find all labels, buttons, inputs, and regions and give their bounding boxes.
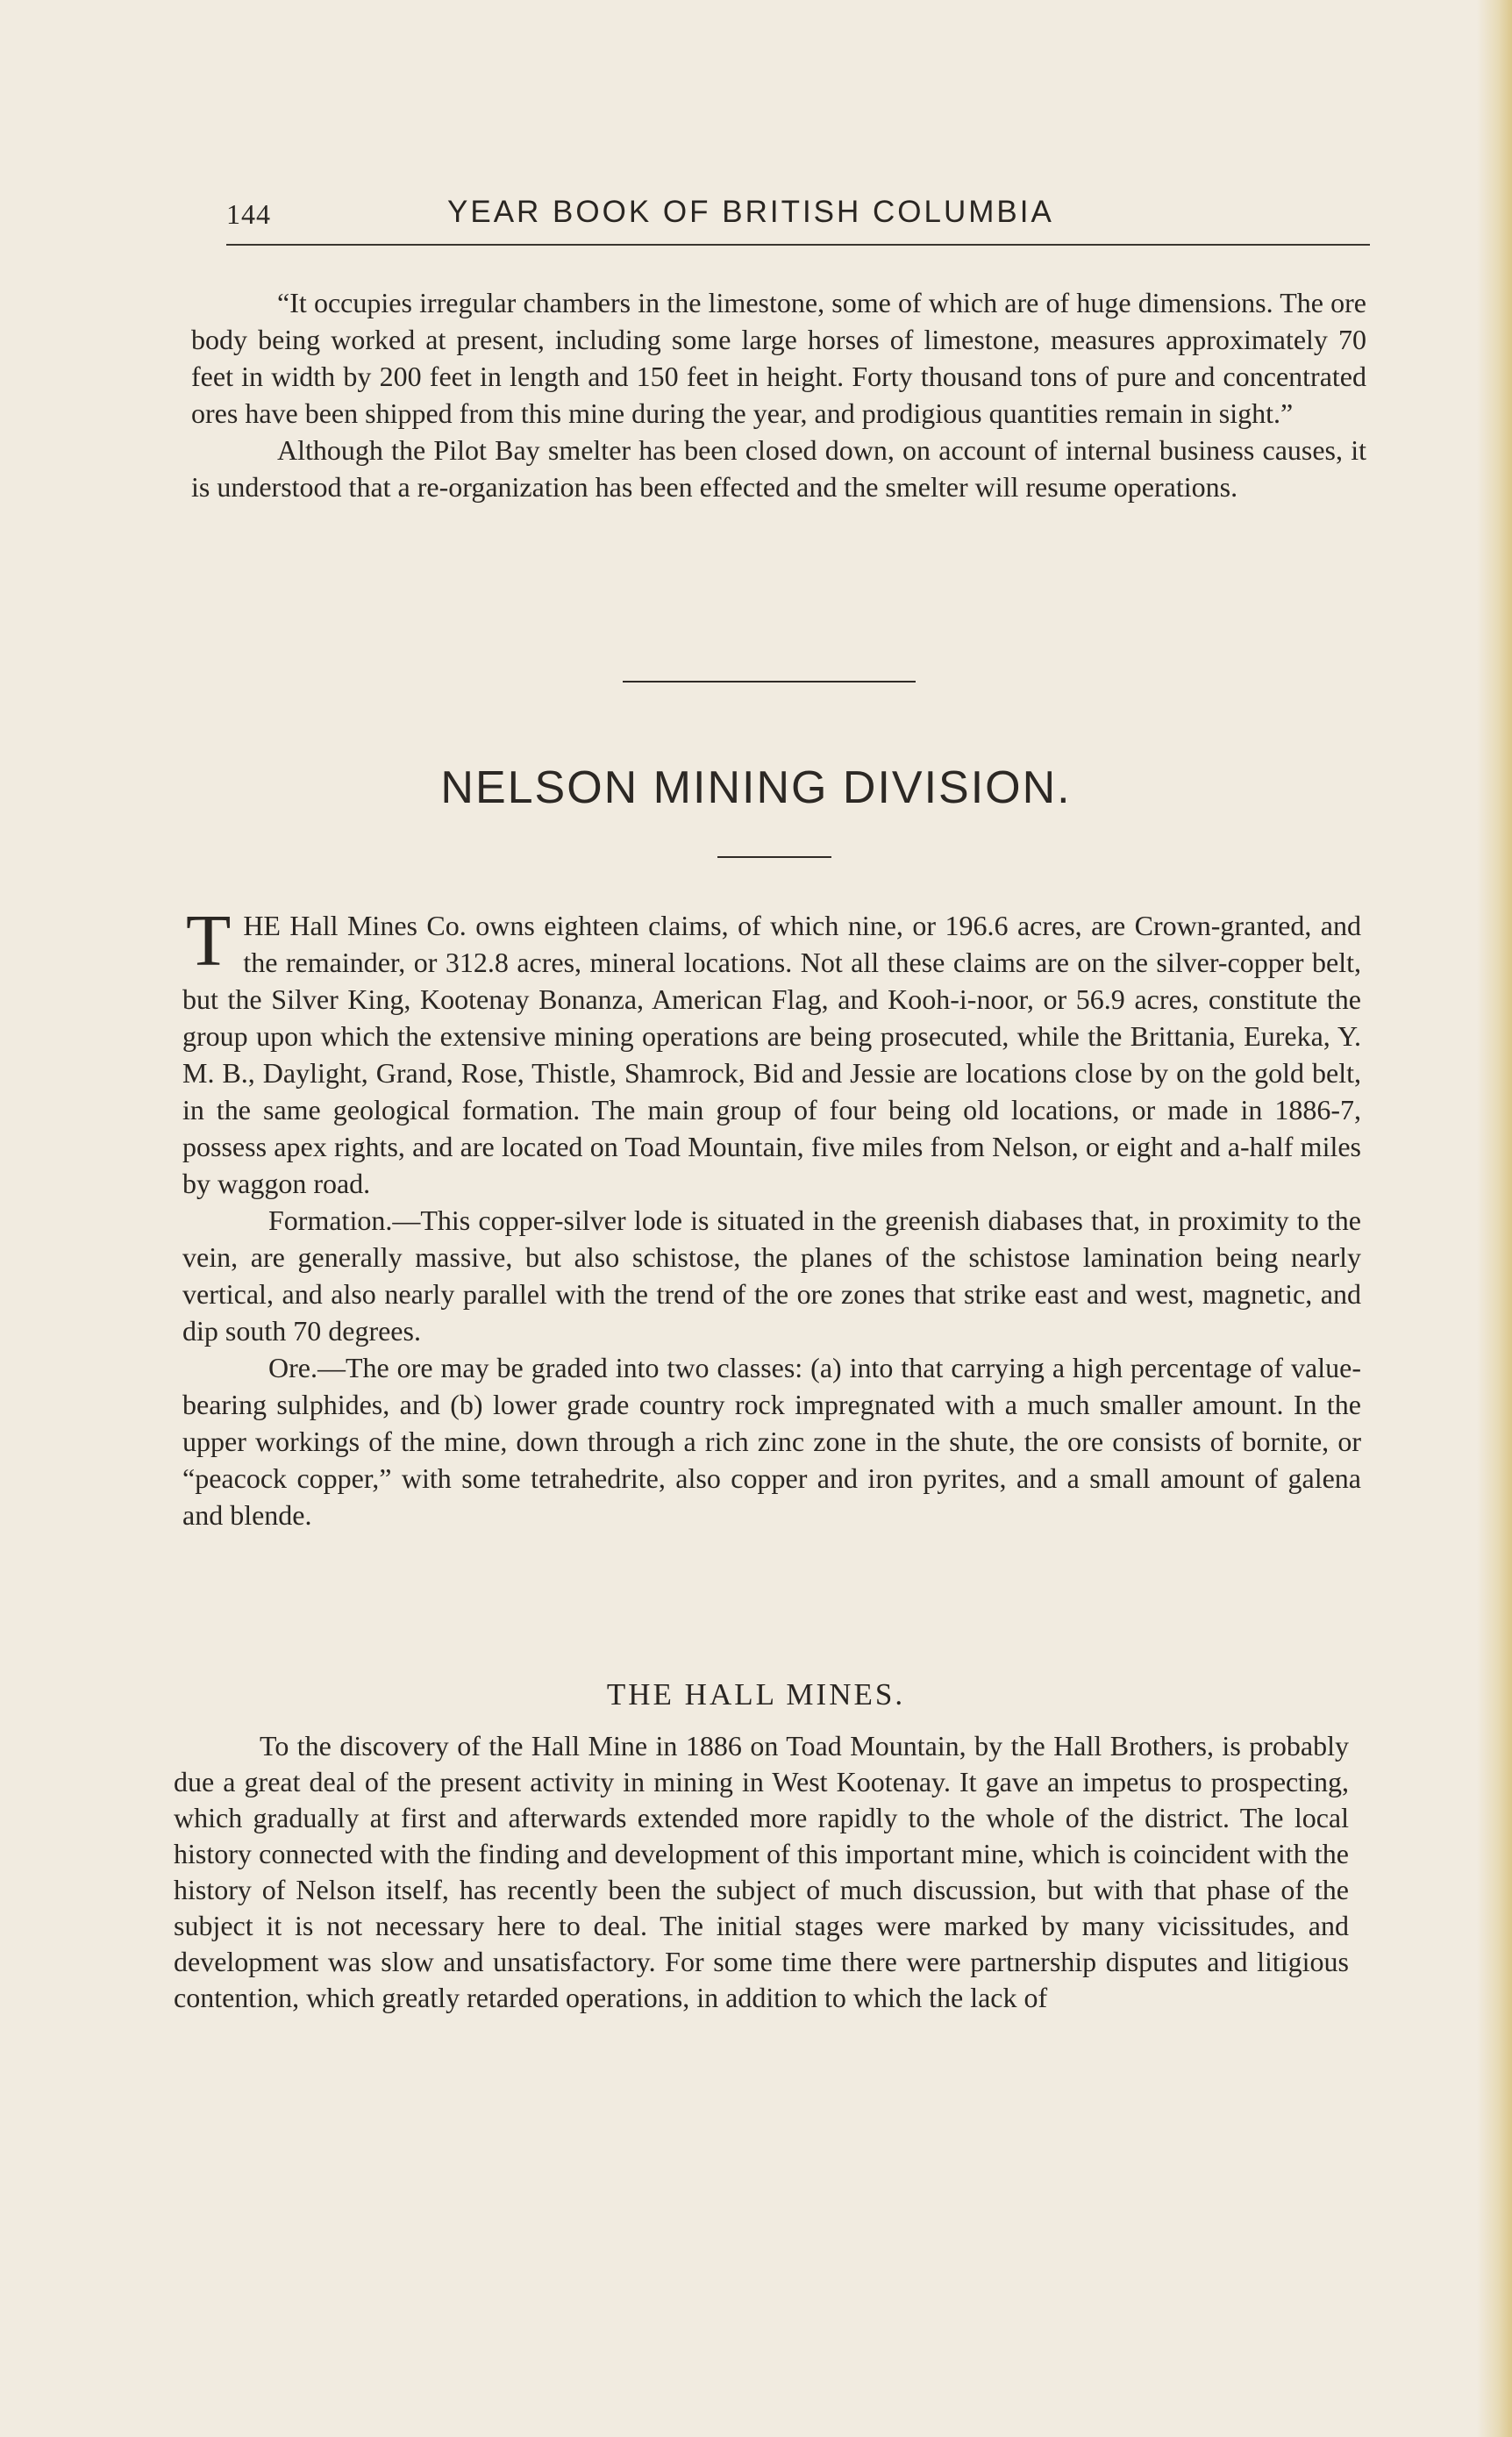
section-title: NELSON MINING DIVISION. (440, 762, 1072, 813)
hall-mines-text (174, 1728, 1349, 2016)
page-edge-shadow (1477, 0, 1512, 2437)
hall-mines-paragraph: To the discovery of the Hall Mine in 1886 on Toad Mountain, by the Hall Brothers, is probably due a great deal of the present activity in mining in West Kootenay. It gave an impetus to prospecting, which gradually at first and afterwards extended more rapidly to the whole of the district. The local history connected with the finding and development of this important mine, which is coincident with the history of Nelson itself, has recently been the subject of much discussion, but with that phase of the subject it is not necessary here to deal. The initial stages were marked by many vicissitudes, and development was slow and unsatisfactory. For some time there were partnership disputes and litigious contention, which greatly retarded operations, in addition to which the lack of (174, 1730, 1349, 2013)
quote-paragraph: “It occupies irregular chambers in the limestone, some of which are of huge dimensions. The ore body being worked at present, including some large horses of limestone, measures approximately 70 feet in width by 200 feet in length and 150 feet in height. Forty thousand tons of pure and concentrated ores have been shipped from this mine during the year, and prodigious quantities remain in sight.” (191, 287, 1366, 429)
intro-paragraph (182, 900, 1361, 1202)
intro-text: HE Hall Mines Co. owns eighteen claims, of which nine, or 196.6 acres, are Crown-granted, and the remainder, or 312.8 acres, mineral locations. Not all these claims are on the silver-copper belt, but the Silver King, Kootenay Bonanza, American Flag, and Kooh-i-noor, or 56.9 acres, constitute the group upon which the extensive mining operations are being prosecuted, while the Brittania, Eureka, Y. M. B., Daylight, Grand, Rose, Thistle, Shamrock, Bid and Jessie are locations close by on the gold belt, in the same geological formation. The main group of four being old locations, or made in 1886-7, possess apex rights, and are located on Toad Mountain, five miles from Nelson, or eight and a-half miles by waggon road. (182, 910, 1361, 1199)
hall-mines-heading: THE HALL MINES. (606, 1677, 906, 1712)
ore-paragraph: Ore.—The ore may be graded into two classes: (a) into that carrying a high percentage of value-bearing sulphides, and (b) lower grade country rock impregnated with a much smaller amount. In the upper workings of the mine, down through a rich zinc zone in the shute, the ore consists of bornite, or “peacock copper,” with some tetrahedrite, also copper and iron pyrites, and a small amount of galena and blende. (182, 1352, 1361, 1531)
nelson-division-text (182, 900, 1361, 1533)
section-divider-rule (623, 681, 916, 683)
formation-paragraph: Formation.—This copper-silver lode is situated in the greenish diabases that, in proximity to the vein, are generally massive, but also schistose, the planes of the schistose lamination being nearly vertical, and also nearly parallel with the trend of the ore zones that strike east and west, magnetic, and dip south 70 degrees. (182, 1204, 1361, 1347)
quote-section (191, 284, 1366, 505)
running-head: YEAR BOOK OF BRITISH COLUMBIA (447, 195, 1054, 229)
pilot-bay-paragraph: Although the Pilot Bay smelter has been closed down, on account of internal business causes, it is understood that a re-organization has been effected and the smelter will resume operations. (191, 434, 1366, 503)
page-number: 144 (226, 198, 271, 230)
title-underline-rule (717, 856, 831, 858)
drop-cap: T (186, 900, 232, 982)
page-header (226, 195, 1370, 246)
